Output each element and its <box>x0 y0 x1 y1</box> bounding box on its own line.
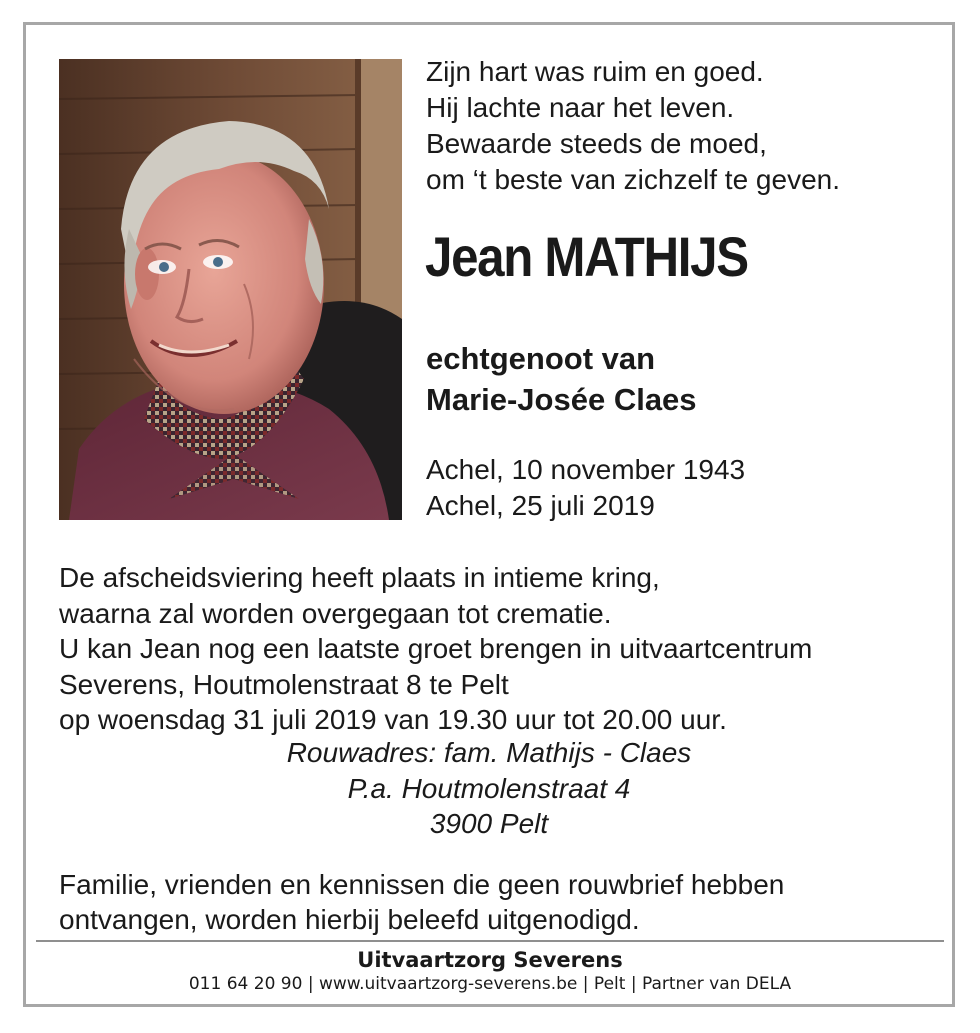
poem-line: Bewaarde steeds de moed, <box>426 128 767 159</box>
ceremony-line: waarna zal worden overgegaan tot crematie. <box>59 597 612 629</box>
poem-line: om ‘t beste van zichzelf te geven. <box>426 164 840 195</box>
portrait-photo <box>59 59 402 520</box>
address-line: Rouwadres: fam. Mathijs - Claes <box>286 737 692 768</box>
spouse-name: Marie-Josée Claes <box>426 382 697 417</box>
ceremony-line: U kan Jean nog een laatste groet brengen in uitvaartcentrum <box>59 633 813 664</box>
footer-separator: | <box>302 974 319 994</box>
death-date: Achel, 25 juli 2019 <box>426 490 655 521</box>
poem-line: Zijn hart was ruim en goed. <box>426 56 764 87</box>
funeral-home-name: Uitvaartzorg Severens <box>357 948 623 972</box>
footer-separator: | <box>625 974 642 994</box>
footer-divider <box>36 940 944 942</box>
poem-verse <box>426 54 840 198</box>
footer-partner: Partner van DELA <box>641 974 792 994</box>
invitation-text <box>59 867 784 937</box>
mourning-address <box>59 735 919 842</box>
life-dates <box>426 452 745 524</box>
address-line: 3900 Pelt <box>429 808 549 839</box>
footer-website-link[interactable]: www.uitvaartzorg-severens.be <box>318 974 578 994</box>
birth-date: Achel, 10 november 1943 <box>426 454 746 485</box>
footer-phone: 011 64 20 90 <box>188 974 303 994</box>
invitation-line: ontvangen, worden hierbij beleefd uitgenodigd. <box>59 904 640 935</box>
footer-town: Pelt <box>593 974 626 994</box>
ceremony-line: Severens, Houtmolenstraat 8 te Pelt <box>59 668 509 700</box>
address-line: P.a. Houtmolenstraat 4 <box>347 772 631 804</box>
poem-line: Hij lachte naar het leven. <box>426 92 735 123</box>
invitation-line: Familie, vrienden en kennissen die geen rouwbrief hebben <box>59 869 785 900</box>
footer-separator: | <box>577 974 594 994</box>
ceremony-text <box>59 560 812 738</box>
funeral-home-contact <box>36 972 944 996</box>
spouse-block <box>426 338 697 420</box>
ceremony-line: op woensdag 31 juli 2019 van 19.30 uur tot 20.00 uur. <box>59 704 727 735</box>
deceased-name: Jean MATHIJS <box>425 225 748 288</box>
ceremony-line: De afscheidsviering heeft plaats in intieme kring, <box>59 562 660 593</box>
spouse-label: echtgenoot van <box>426 341 656 376</box>
